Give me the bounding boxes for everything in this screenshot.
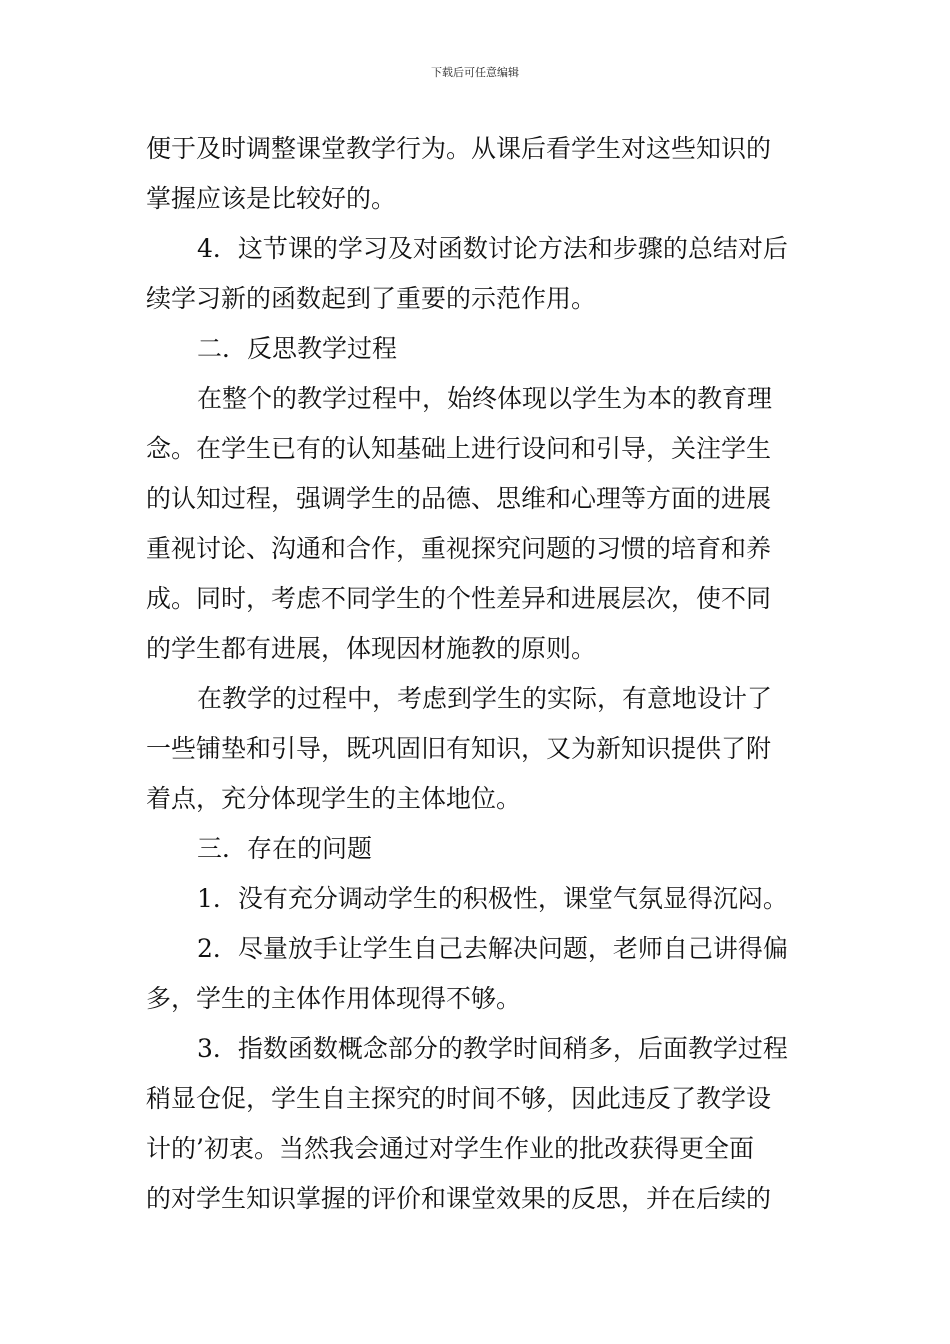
text-line: 在教学的过程中，考虑到学生的实际，有意地设计了: [197, 684, 773, 713]
document-body: [146, 124, 808, 1224]
text-line: 续学习新的函数起到了重要的示范作用。: [146, 284, 597, 313]
text-line: 稍显仓促，学生自主探究的时间不够，因此违反了教学设: [146, 1084, 772, 1113]
text-line: 的学生都有进展，体现因材施教的原则。: [146, 634, 597, 663]
text-line: 的认知过程，强调学生的品德、思维和心理等方面的进展: [146, 484, 772, 513]
text-line: 掌握应该是比较好的。: [146, 184, 397, 213]
text-line: 在整个的教学过程中，始终体现以学生为本的教育理: [197, 384, 773, 413]
text-line: 一些铺垫和引导，既巩固旧有知识，又为新知识提供了附: [146, 734, 772, 763]
text-line: 重视讨论、沟通和合作，重视探究问题的习惯的培育和养: [146, 534, 772, 563]
text-line: 计的’初衷。当然我会通过对学生作业的批改获得更全面: [146, 1134, 754, 1163]
text-line: 便于及时调整课堂教学行为。从课后看学生对这些知识的: [146, 134, 772, 163]
section-heading: 三．存在的问题: [197, 834, 373, 863]
text-line: 4．这节课的学习及对函数讨论方法和步骤的总结对后: [197, 234, 788, 263]
section-heading: 二．反思教学过程: [197, 334, 398, 363]
text-line: 多，学生的主体作用体现得不够。: [146, 984, 522, 1013]
text-line: 成。同时，考虑不同学生的个性差异和进展层次，使不同: [146, 584, 772, 613]
text-line: 念。在学生已有的认知基础上进行设问和引导，关注学生: [146, 434, 772, 463]
text-line: 2．尽量放手让学生自己去解决问题，老师自己讲得偏: [197, 934, 788, 963]
text-line: 着点，充分体现学生的主体地位。: [146, 784, 522, 813]
text-line: 1．没有充分调动学生的积极性，课堂气氛显得沉闷。: [197, 884, 788, 913]
page-header-note: 下载后可任意编辑: [431, 66, 519, 79]
text-line: 的对学生知识掌握的评价和课堂效果的反思，并在后续的: [146, 1184, 772, 1213]
text-line: 3．指数函数概念部分的教学时间稍多，后面教学过程: [197, 1034, 788, 1063]
